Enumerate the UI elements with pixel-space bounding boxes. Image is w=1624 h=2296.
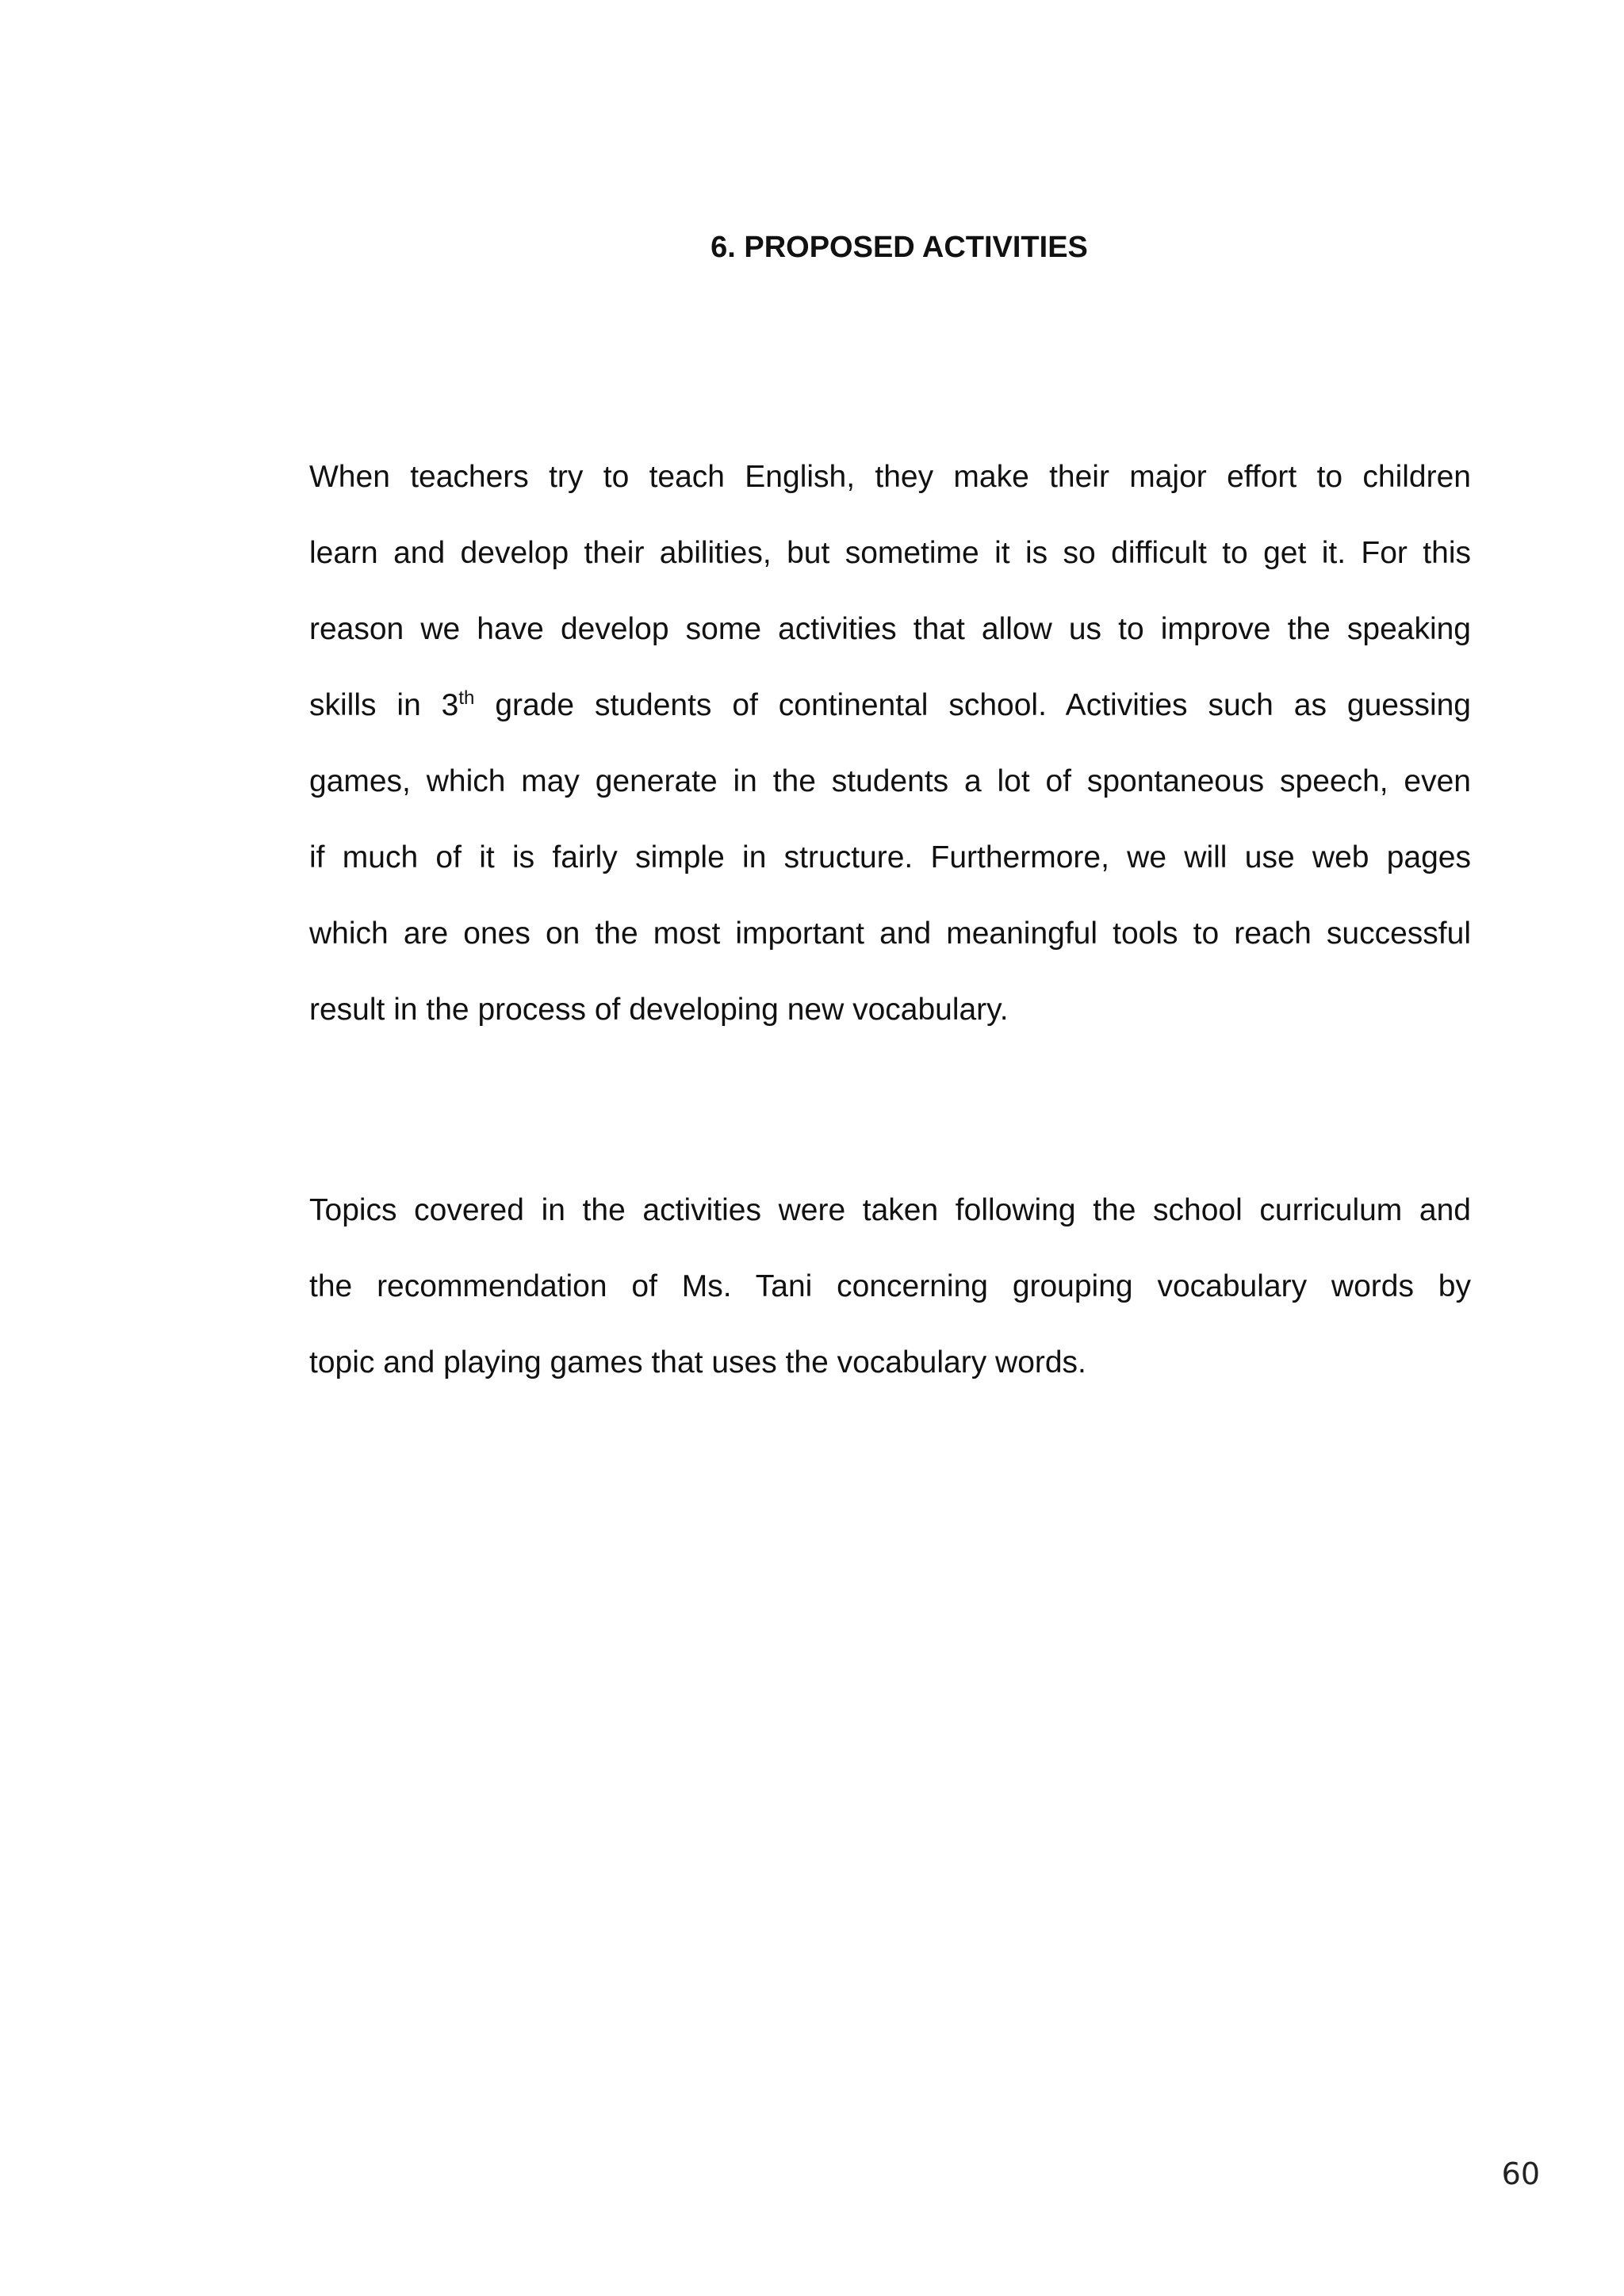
- page-number: 60: [1501, 2156, 1540, 2191]
- paragraph-line: result in the process of developing new vocabulary.: [309, 993, 1009, 1027]
- ordinal-superscript: th: [458, 687, 475, 709]
- paragraph-line: if much of it is fairly simple in structure. Furthermore, we will use web pages: [309, 840, 1471, 874]
- paragraph-line: games, which may generate in the students a lot of spontaneous speech, even: [309, 764, 1471, 798]
- line-text: grade students of continental school. Activities such as guessing: [474, 688, 1471, 722]
- paragraph-line: [309, 687, 1471, 770]
- paragraph-topics: [309, 1193, 1471, 1427]
- paragraph-line: learn and develop their abilities, but sometime it is so difficult to get it. For this: [309, 536, 1471, 570]
- paragraph-line: the recommendation of Ms. Tani concerning grouping vocabulary words by: [309, 1269, 1471, 1303]
- paragraph-line: Topics covered in the activities were taken following the school curriculum and: [309, 1193, 1471, 1227]
- paragraph-line: reason we have develop some activities that allow us to improve the speaking: [309, 612, 1471, 646]
- page-title: 6. PROPOSED ACTIVITIES: [710, 231, 1088, 264]
- paragraph-line: which are ones on the most important and meaningful tools to reach successful: [309, 916, 1471, 951]
- line-text: skills in 3: [309, 688, 459, 722]
- paragraph-intro: [309, 460, 1471, 1074]
- paragraph-line: When teachers try to teach English, they make their major effort to children: [309, 460, 1471, 494]
- paragraph-line: topic and playing games that uses the vocabulary words.: [309, 1345, 1086, 1380]
